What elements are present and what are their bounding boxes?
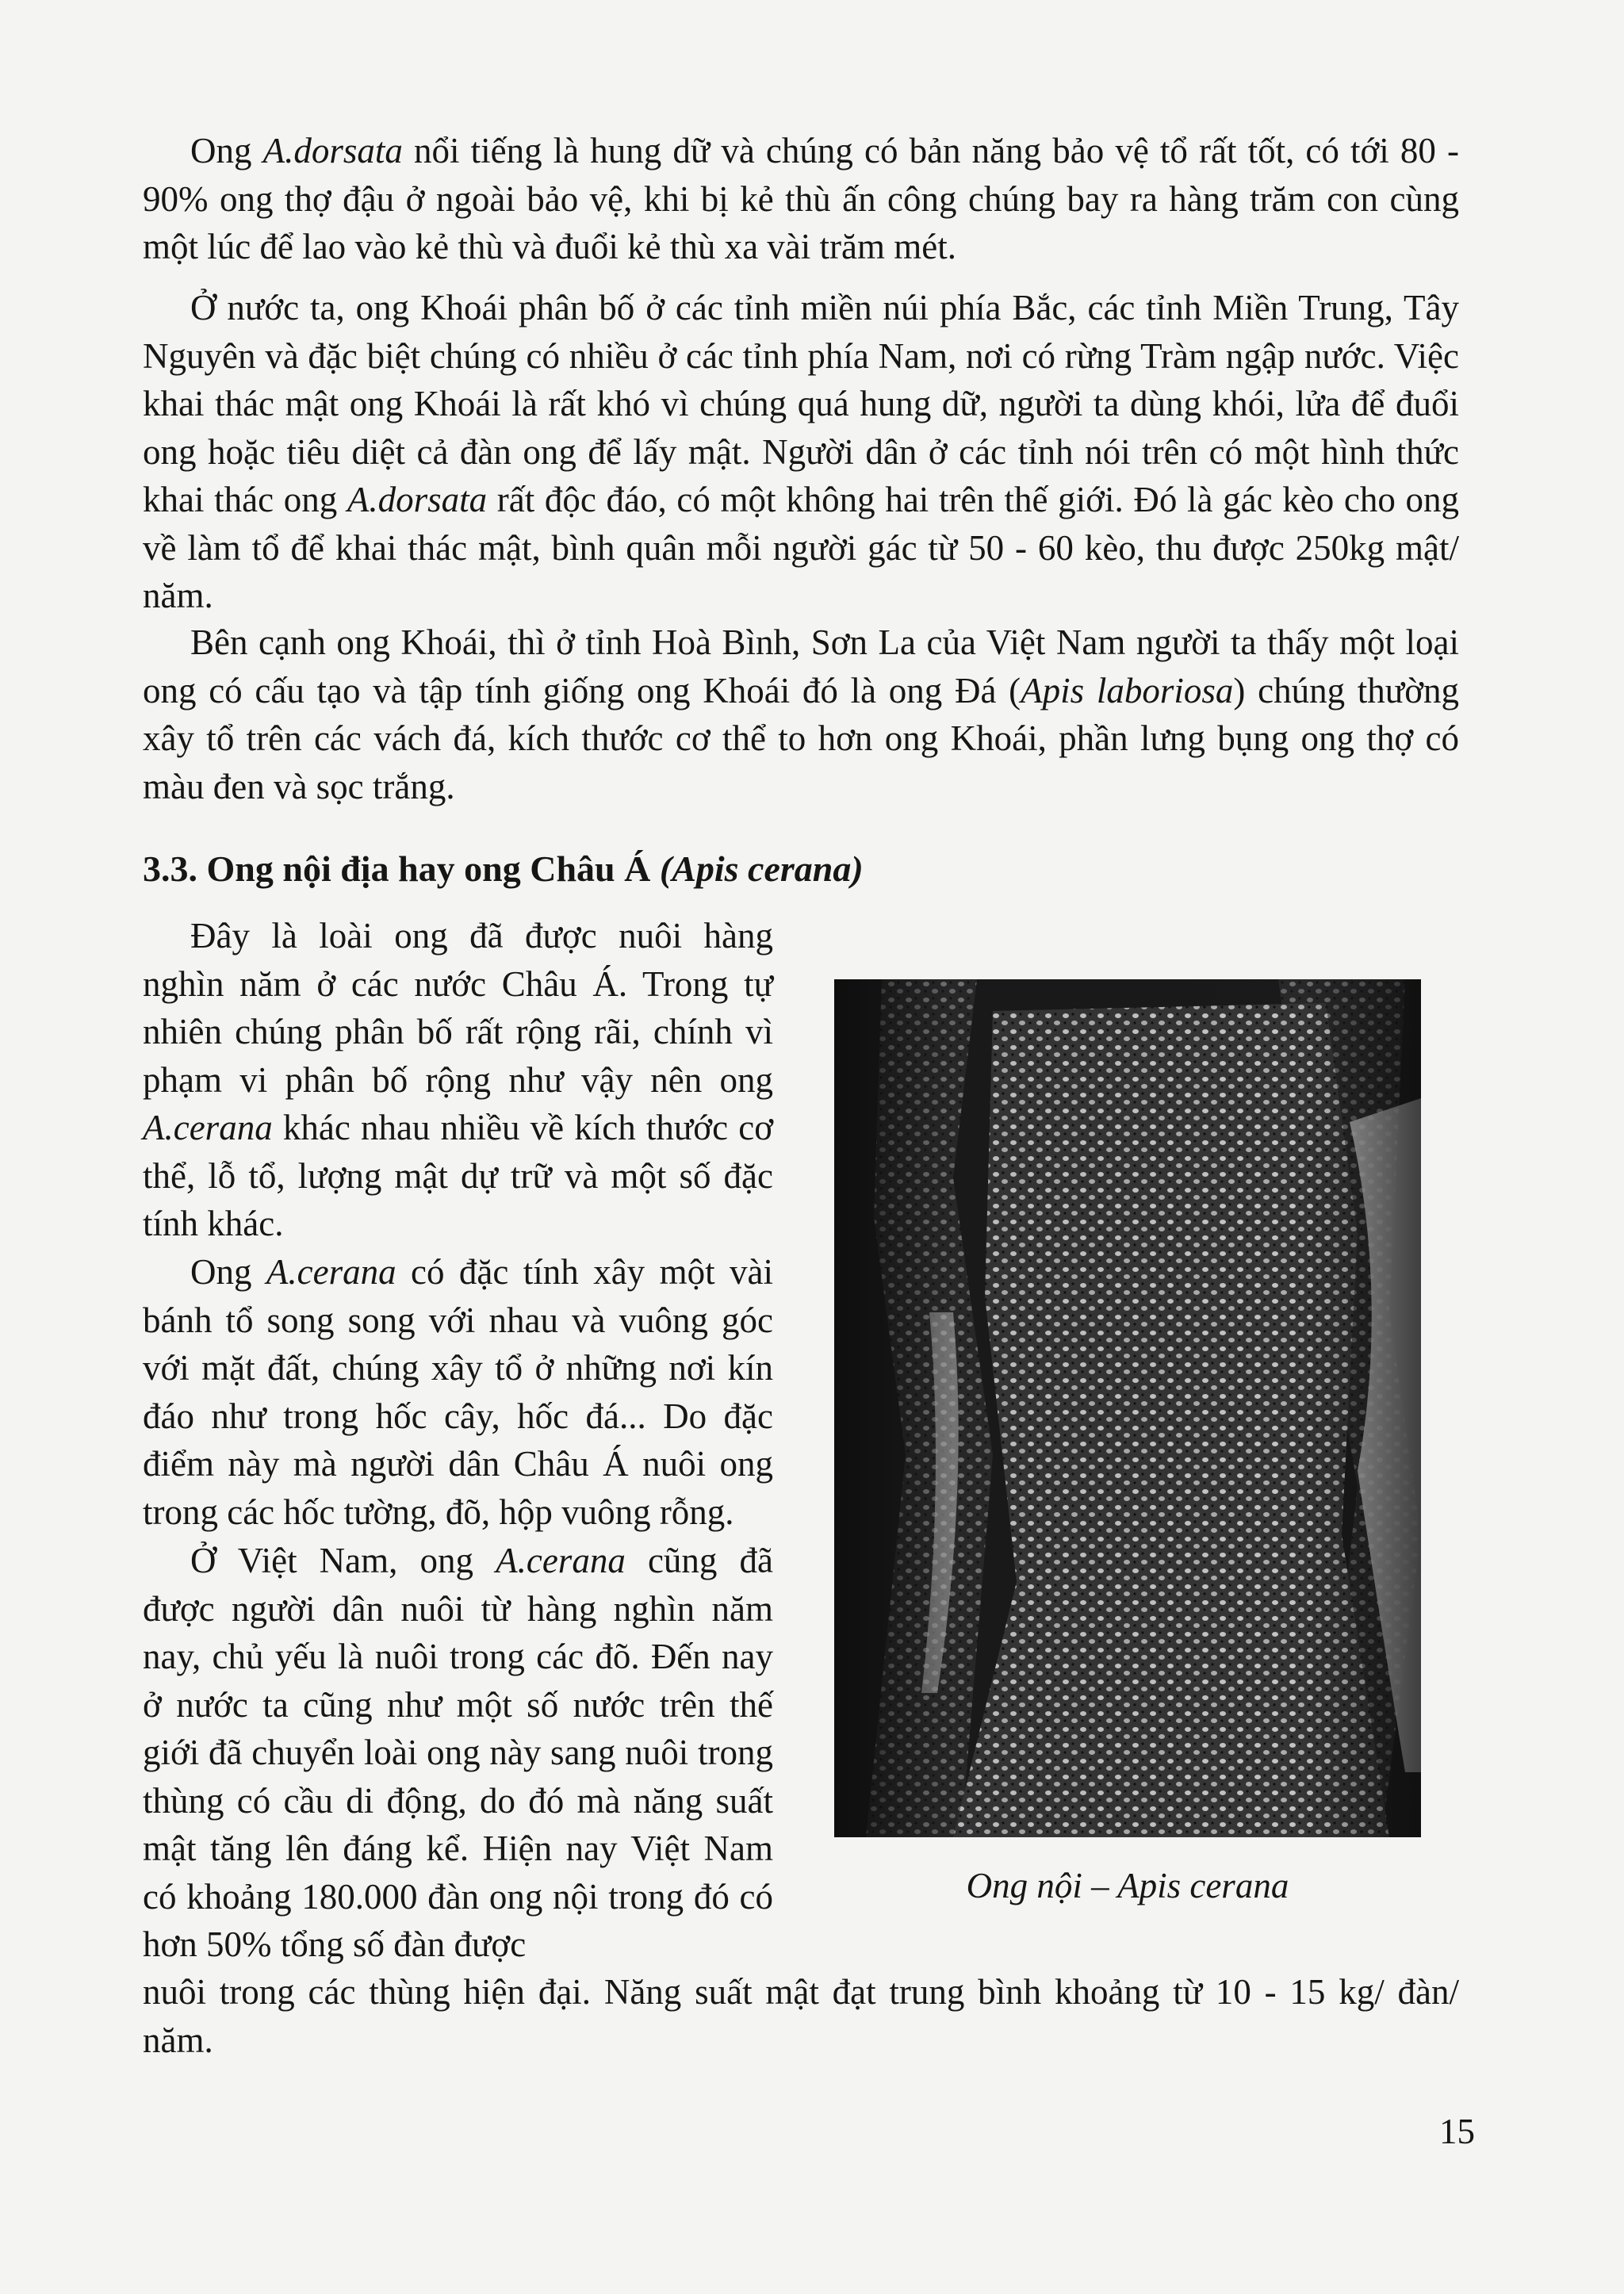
- heading-species: (Apis cerana): [659, 848, 864, 889]
- text-run: Bên cạnh ong Khoái, thì ở tỉnh Hoà Bình, Sơn La của Việt Nam người ta thấy một loại ong có cấu tạo và tập tính giống ong Khoái đó là ong Đá (: [143, 622, 1459, 710]
- text-run: Đây là loài ong đã được nuôi hàng nghìn năm ở các nước Châu Á. Trong tự nhiên chúng phân bố rất rộng rãi, chính vì phạm vi phân bố rộng như vậy nên ong: [143, 916, 773, 1100]
- species-name: A.dorsata: [347, 480, 488, 519]
- species-name: A.cerana: [496, 1541, 626, 1580]
- species-name: A.cerana: [143, 1108, 273, 1147]
- paragraph-apis-cerana-nesting: [143, 1248, 773, 1536]
- text-run: Ong: [190, 131, 263, 170]
- text-run: khác nhau nhiều về kích thước cơ thể, lỗ tổ, lượng mật dự trữ và một số đặc tính khác.: [143, 1108, 773, 1243]
- paragraph-continuation: [143, 1968, 1459, 2064]
- heading-text: 3.3. Ong nội địa hay ong Châu Á: [143, 848, 660, 889]
- figure-caption: Ong nội – Apis cerana: [966, 1866, 1289, 1905]
- species-name: Apis laboriosa: [1021, 670, 1234, 710]
- text-run: ) chúng thường xây tổ trên các vách đá, kích thước cơ thể to hơn ong Khoái, phần lưng bụng ong thợ có màu đen và sọc trắng.: [143, 670, 1459, 806]
- text-run: Ở nước ta, ong Khoái phân bố ở các tỉnh miền núi phía Bắc, các tỉnh Miền Trung, Tây Nguyên và đặc biệt chúng có nhiều ở các tỉnh phía Nam, nơi có rừng Tràm ngập nước. Việc khai thác mật ong Khoái là rất khó vì chúng quá hung dữ, người ta dùng khói, lửa để đuổi ong hoặc tiêu diệt cả đàn ong để lấy mật. Người dân ở các tỉnh nói trên có một hình thức khai thác ong: [143, 288, 1459, 519]
- page-number: 15: [1439, 2112, 1475, 2151]
- paragraph-apis-cerana-vietnam: [143, 1537, 773, 1969]
- bee-comb-illustration: [834, 979, 1421, 1837]
- text-run: Ở Việt Nam, ong: [190, 1541, 496, 1580]
- species-name: A.cerana: [266, 1252, 396, 1292]
- paragraph-apis-cerana-intro: [143, 912, 773, 1248]
- text-run: cũng đã được người dân nuôi từ hàng nghìn năm nay, chủ yếu là nuôi trong các đõ. Đến nay ở nước ta cũng như một số nước trên thế giới đã chuyển loài ong này sang nuôi trong thùng có cầu di động, do đó mà năng suất mật tăng lên đáng kể. Hiện nay Việt Nam có khoảng 180.000 đàn ong nội trong đó có hơn 50% tổng số đàn được: [143, 1541, 773, 1964]
- bee-colony-photo: [834, 979, 1421, 1837]
- text-run: nổi tiếng là hung dữ và chúng có bản năng bảo vệ tổ rất tốt, có tới 80 - 90% ong thợ đậu ở ngoài bảo vệ, khi bị kẻ thù ấn công chúng bay ra hàng trăm con cùng một lúc để lao vào kẻ thù và đuổi kẻ thù xa vài trăm mét.: [143, 131, 1459, 266]
- text-run: Ong: [190, 1252, 266, 1292]
- text-run: nuôi trong các thùng hiện đại. Năng suất mật đạt trung bình khoảng từ 10 - 15 kg/ đàn/ năm.: [143, 1972, 1459, 2060]
- text-run: có đặc tính xây một vài bánh tổ song song với nhau và vuông góc với mặt đất, chúng xây tổ ở những nơi kín đáo như trong hốc cây, hốc đá... Do đặc điểm này mà người dân Châu Á nuôi ong trong các hốc tường, đõ, hộp vuông rỗng.: [143, 1252, 773, 1532]
- text-run: rất độc đáo, có một không hai trên thế giới. Đó là gác kèo cho ong về làm tổ để khai thác mật, bình quân mỗi người gác từ 50 - 60 kèo, thu được 250kg mật/ năm.: [143, 480, 1459, 615]
- paragraph-apis-laboriosa: [143, 618, 1459, 810]
- paragraph-distribution-vietnam: [143, 284, 1459, 620]
- paragraph-adorsata-defense: [143, 127, 1459, 271]
- species-name: A.dorsata: [262, 131, 403, 170]
- section-heading-3-3: [143, 845, 864, 893]
